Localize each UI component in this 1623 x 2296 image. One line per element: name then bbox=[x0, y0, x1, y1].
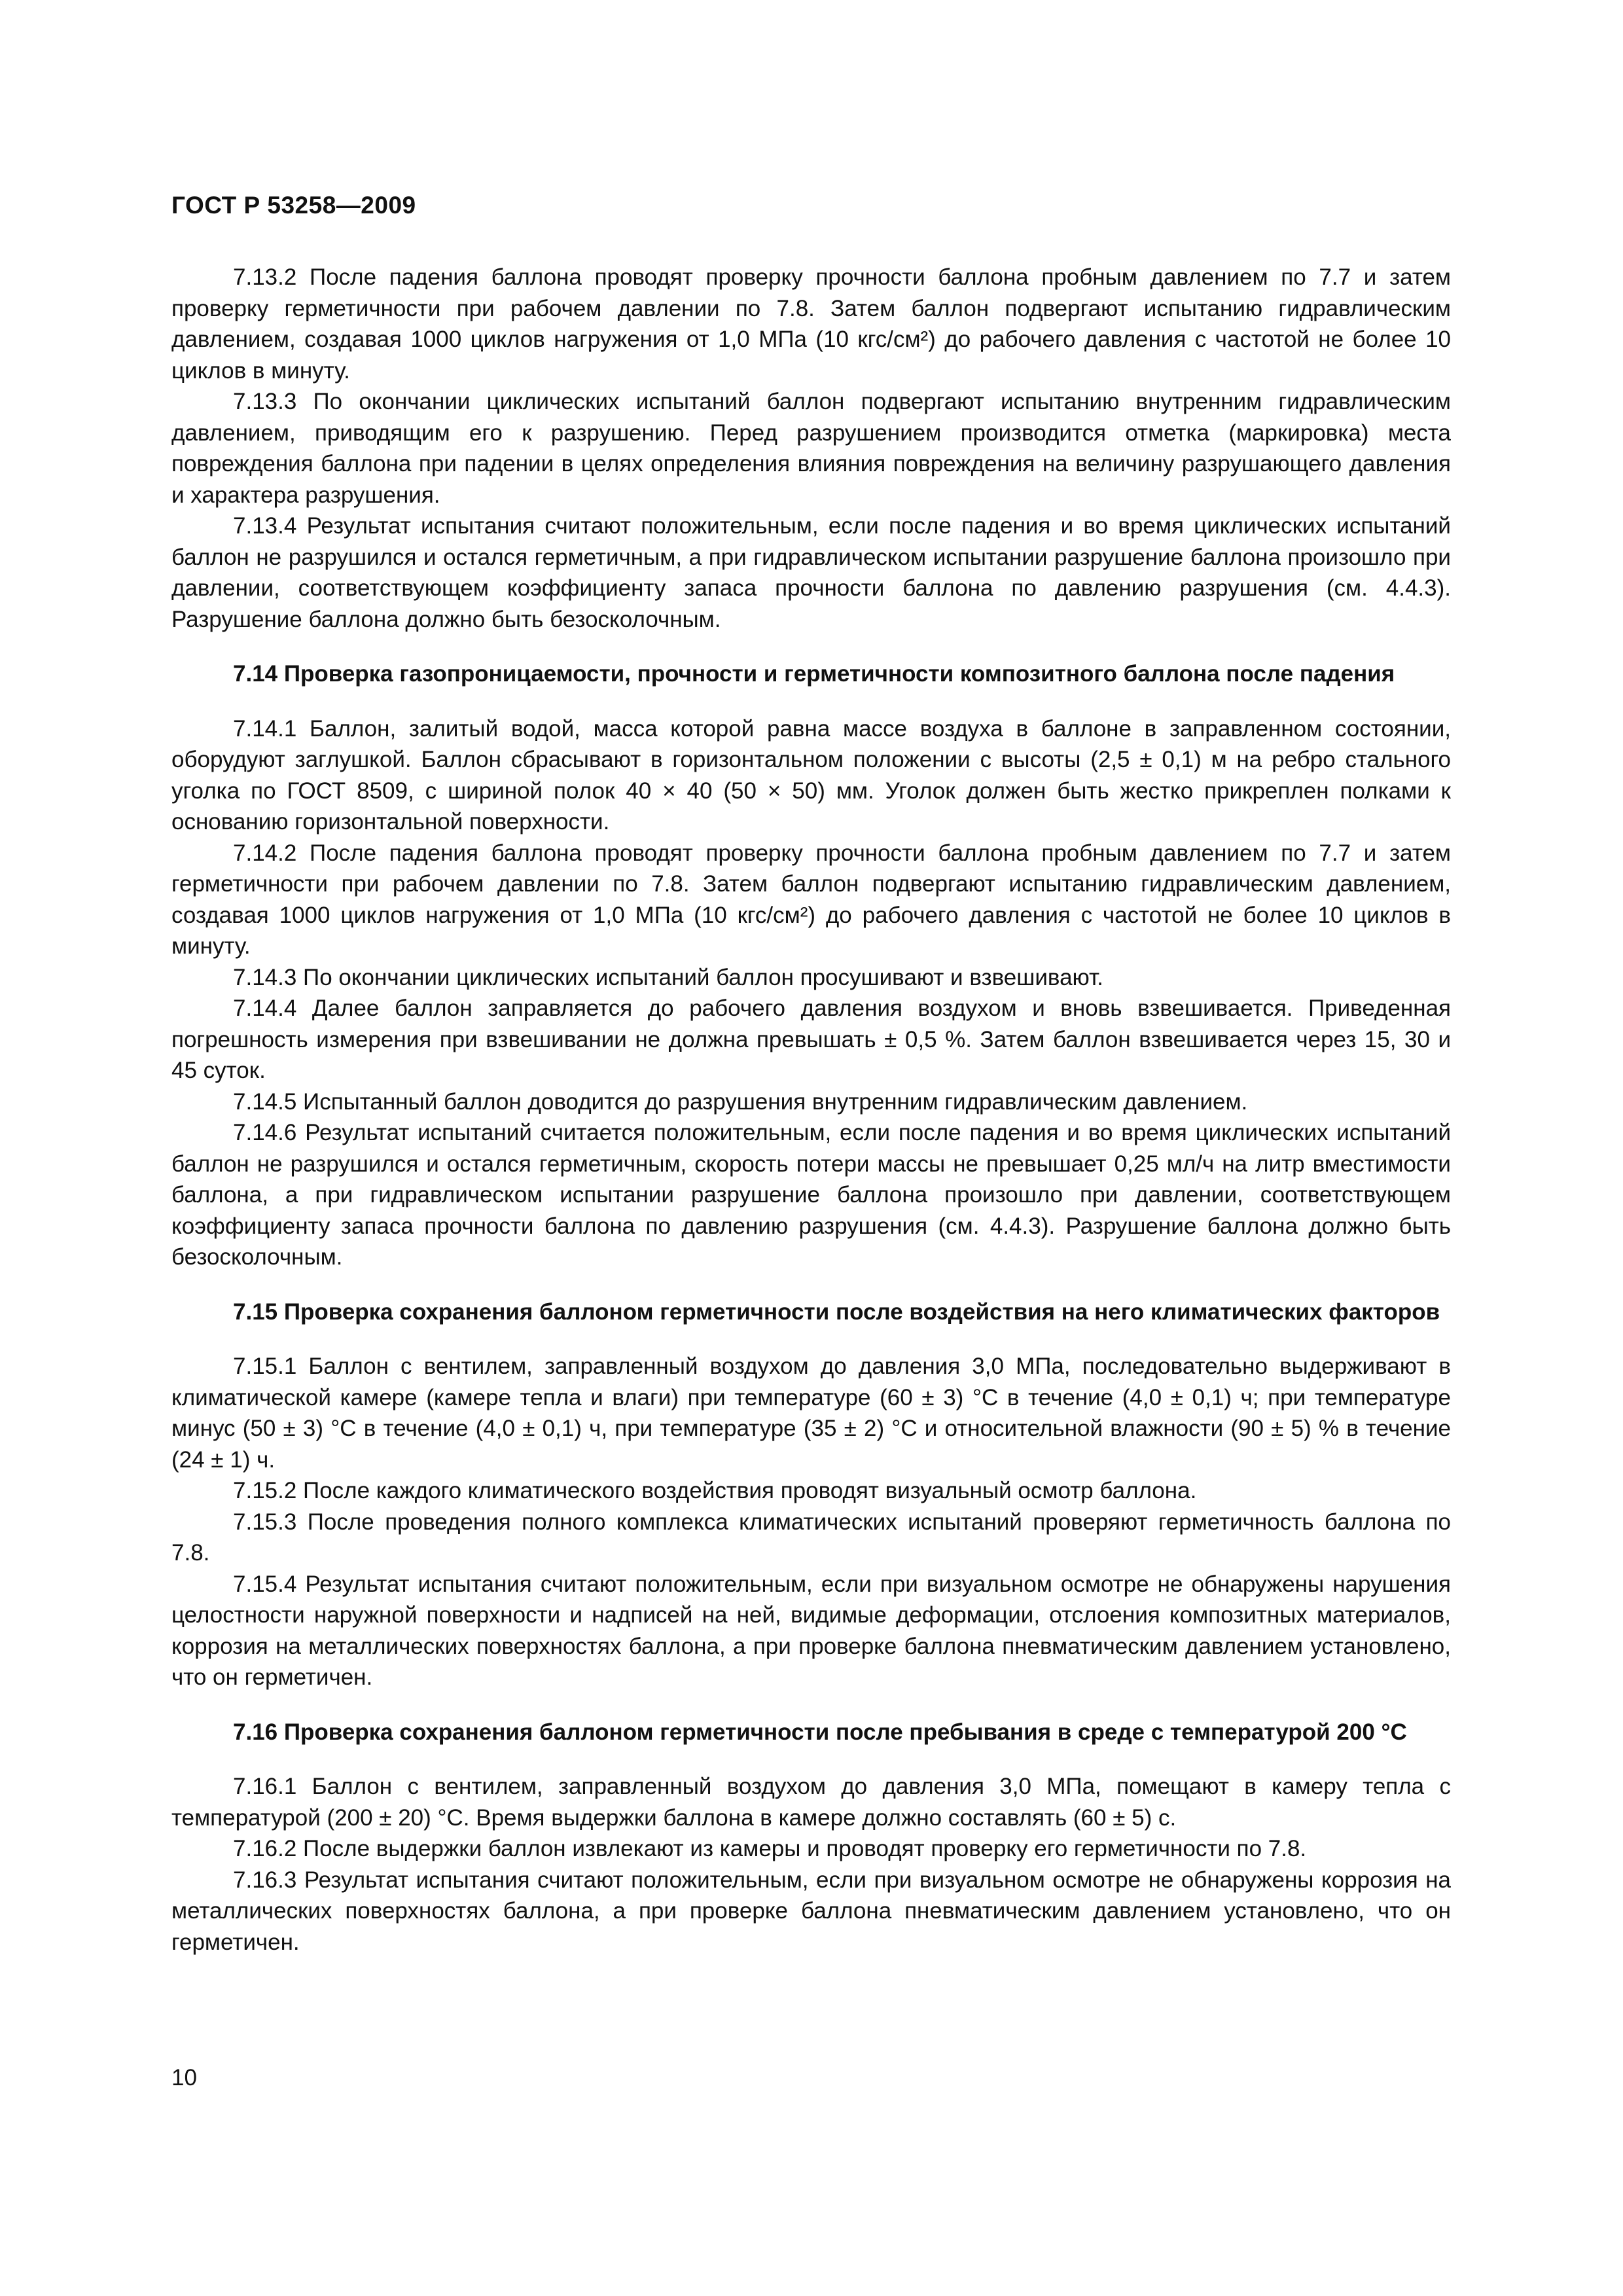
paragraph-7-14-4: 7.14.4 Далее баллон заправляется до рабочего давления воздухом и вновь взвешивается. Приведенная погрешность измерения при взвешивании не должна превышать ± 0,5 %. Затем баллон взвешивается через 15, 30 и 45 суток. bbox=[171, 996, 1451, 1083]
paragraph-7-14-5: 7.14.5 Испытанный баллон доводится до разрушения внутренним гидравлическим давлением. bbox=[233, 1088, 1248, 1115]
paragraph-7-16-1: 7.16.1 Баллон с вентилем, заправленный воздухом до давления 3,0 МПа, помещают в камеру тепла с температурой (200 ± 20) °С. Время выдержки баллона в камере должно составлять (60 ± 5) с. bbox=[171, 1774, 1451, 1831]
paragraph-7-16-3: 7.16.3 Результат испытания считают положительным, если при визуальном осмотре не обнаружены коррозия на металлических поверхностях баллона, а при проверке баллона пневматическим давлением установлено, что он герметичен. bbox=[171, 1867, 1451, 1955]
paragraph-7-15-3: 7.15.3 После проведения полного комплекса климатических испытаний проверяют герметичность баллона по 7.8. bbox=[171, 1509, 1451, 1566]
paragraph-7-15-2: 7.15.2 После каждого климатического воздействия проводят визуальный осмотр баллона. bbox=[233, 1478, 1197, 1503]
page-number: 10 bbox=[171, 2065, 197, 2090]
document-header: ГОСТ Р 53258—2009 bbox=[171, 192, 416, 219]
paragraph-7-14-6: 7.14.6 Результат испытаний считается положительным, если после падения и во время циклических испытаний баллон не разрушился и остался герметичным, скорость потери массы не превышает 0,25 мл/ч на литр вместимости баллона, а при гидравлическом испытании разрушение баллона произошло при давлении, соответствующем коэффициенту запаса прочности баллона по давлению разрушения (см. 4.4.3). Разрушение баллона должно быть безосколочным. bbox=[171, 1120, 1451, 1270]
section-heading-7-14: 7.14 Проверка газопроницаемости, прочности и герметичности композитного баллона после падения bbox=[233, 661, 1395, 687]
paragraph-7-13-4: 7.13.4 Результат испытания считают положительным, если после падения и во время циклических испытаний баллон не разрушился и остался герметичным, а при гидравлическом испытании разрушение баллона произошло при давлении, соответствующем коэффициенту запаса прочности баллона по давлению разрушения (см. 4.4.3). Разрушение баллона должно быть безосколочным. bbox=[171, 513, 1451, 632]
section-heading-7-16: 7.16 Проверка сохранения баллоном герметичности после пребывания в среде с температурой 200 °С bbox=[233, 1719, 1407, 1745]
paragraph-7-14-3: 7.14.3 По окончании циклических испытаний баллон просушивают и взвешивают. bbox=[233, 964, 1103, 990]
paragraph-7-16-2: 7.16.2 После выдержки баллон извлекают из камеры и проводят проверку его герметичности по 7.8. bbox=[233, 1836, 1307, 1861]
paragraph-7-14-1: 7.14.1 Баллон, залитый водой, масса которой равна массе воздуха в баллоне в заправленном состоянии, оборудуют заглушкой. Баллон сбрасывают в горизонтальном положении с высоты (2,5 ± 0,1) м на ребро стального уголка по ГОСТ 8509, с шириной полок 40 × 40 (50 × 50) мм. Уголок должен быть жестко прикреплен полками к основанию горизонтальной поверхности. bbox=[171, 715, 1451, 834]
paragraph-7-14-2: 7.14.2 После падения баллона проводят проверку прочности баллона пробным давлением по 7.7 и затем герметичности при рабочем давлении по 7.8. Затем баллон подвергают испытанию гидравлическим давлением, создавая 1000 циклов нагружения от 1,0 МПа (10 кгс/см²) до рабочего давления с частотой не более 10 циклов в минуту. bbox=[171, 840, 1451, 959]
document-body bbox=[171, 262, 1451, 1958]
paragraph-7-13-2: 7.13.2 После падения баллона проводят проверку прочности баллона пробным давлением по 7.7 и затем проверку герметичности при рабочем давлении по 7.8. Затем баллон подвергают испытанию гидравлическим давлением, создавая 1000 циклов нагружения от 1,0 МПа (10 кгс/см²) до рабочего давления с частотой не более 10 циклов в минуту. bbox=[171, 264, 1451, 384]
paragraph-7-13-3: 7.13.3 По окончании циклических испытаний баллон подвергают испытанию внутренним гидравлическим давлением, приводящим его к разрушению. Перед разрушением производится отметка (маркировка) места повреждения баллона при падении в целях определения влияния повреждения на величину разрушающего давления и характера разрушения. bbox=[171, 389, 1451, 508]
section-heading-7-15: 7.15 Проверка сохранения баллоном герметичности после воздействия на него климатических факторов bbox=[233, 1299, 1440, 1325]
paragraph-7-15-4: 7.15.4 Результат испытания считают положительным, если при визуальном осмотре не обнаружены нарушения целостности наружной поверхности и надписей на ней, видимые деформации, отслоения композитных материалов, коррозия на металлических поверхностях баллона, а при проверке баллона пневматическим давлением установлено, что он герметичен. bbox=[171, 1571, 1451, 1690]
paragraph-7-15-1: 7.15.1 Баллон с вентилем, заправленный воздухом до давления 3,0 МПа, последовательно выдерживают в климатической камере (камере тепла и влаги) при температуре (60 ± 3) °С в течение (4,0 ± 0,1) ч; при температуре минус (50 ± 3) °С в течение (4,0 ± 0,1) ч, при температуре (35 ± 2) °С и относительной влажности (90 ± 5) % в течение (24 ± 1) ч. bbox=[171, 1354, 1451, 1473]
